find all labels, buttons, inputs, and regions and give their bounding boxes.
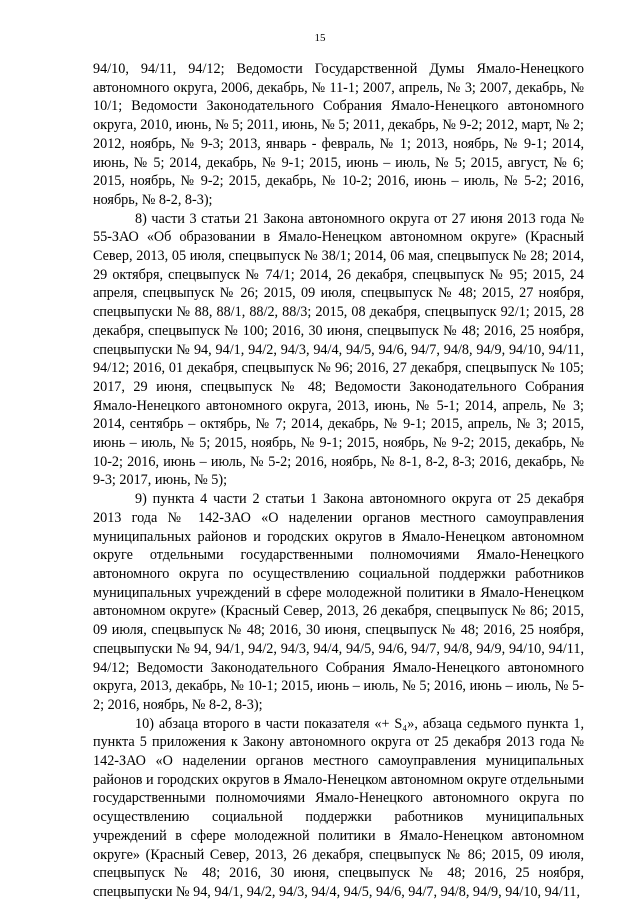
paragraph-continuation: 94/10, 94/11, 94/12; Ведомости Государственной Думы Ямало-Ненецкого автономного округа, 2006, декабрь, № 11-1; 2007, апрель, № 3; 2007, декабрь, № 10/1; Ведомости Законодательного Собрания Ямало-Ненецкого автономного округа, 2010, июнь, № 5; 2011, июнь, № 5; 2011, декабрь, № 9-2; 2012, март, № 2; 2012, ноябрь, № 9-3; 2013, январь - февраль, № 1; 2013, ноябрь, № 9-1; 2014, июнь, № 5; 2014, декабрь, № 9-1; 2015, июнь – июль, № 5; 2015, август, № 6; 2015, ноябрь, № 9-2; 2015, декабрь, № 10-2; 2016, июнь – июль, № 5-2; 2016, ноябрь, № 8-2, 8-3); [93, 61, 584, 208]
paragraph-item-8: 8) части 3 статьи 21 Закона автономного округа от 27 июня 2013 года № 55-ЗАО «Об образовании в Ямало-Ненецком автономном округе» (Красный Север, 2013, 05 июля, спецвыпуск № 38/1; 2014, 06 мая, спецвыпуск № 28; 2014, 29 октября, спецвыпуск № 74/1; 2014, 26 декабря, спецвыпуск № 95; 2015, 24 апреля, спецвыпуск № 26; 2015, 09 июля, спецвыпуск № 48; 2015, 27 ноября, спецвыпуски № 88, 88/1, 88/2, 88/3; 2015, 08 декабря, спецвыпуск 92/1; 2015, 28 декабря, спецвыпуск № 100; 2016, 30 июня, спецвыпуск № 48; 2016, 25 ноября, спецвыпуски № 94, 94/1, 94/2, 94/3, 94/4, 94/5, 94/6, 94/7, 94/8, 94/9, 94/10, 94/11, 94/12; 2016, 01 декабря, спецвыпуск № 96; 2016, 27 декабря, спецвыпуск № 105; 2017, 29 июня, спецвыпуск № 48; Ведомости Законодательного Собрания Ямало-Ненецкого автономного округа, 2013, июнь, № 5-1; 2014, апрель, № 3; 2014, сентябрь – октябрь, № 7; 2014, декабрь, № 9-1; 2015, апрель, № 3; 2015, июнь – июль, № 5; 2015, ноябрь, № 9-1; 2015, ноябрь, № 9-2; 2015, декабрь, № 10-2; 2016, июнь – июль, № 5-2; 2016, ноябрь, № 8-1, 8-2, 8-3; 2016, декабрь, № 9-3; 2017, июнь, № 5); [93, 210, 584, 489]
document-body [93, 60, 584, 902]
paragraph-item-10: 10) абзаца второго в части показателя «+ S₄», абзаца седьмого пункта 1, пункта 5 приложения к Закону автономного округа от 25 декабря 2013 года № 142-ЗАО «О наделении органов местного самоуправления муниципальных районов и городских округов в Ямало-Ненецком автономном округе отдельными государственными полномочиями Ямало-Ненецкого автономного округа по осуществлению социальной поддержки работников муниципальных учреждений в сфере молодежной политики в Ямало-Ненецком автономном округе» (Красный Север, 2013, 26 декабря, спецвыпуск № 86; 2015, 09 июля, спецвыпуск № 48; 2016, 30 июня, спецвыпуск № 48; 2016, 25 ноября, спецвыпуски № 94, 94/1, 94/2, 94/3, 94/4, 94/5, 94/6, 94/7, 94/8, 94/9, 94/10, 94/11, [93, 715, 584, 900]
paragraph-item-9: 9) пункта 4 части 2 статьи 1 Закона автономного округа от 25 декабря 2013 года № 142-ЗАО «О наделении органов местного самоуправления муниципальных районов и городских округов в Ямало-Ненецком автономном округе отдельными государственными полномочиями Ямало-Ненецкого автономного округа по осуществлению социальной поддержки работников муниципальных учреждений в сфере молодежной политики в Ямало-Ненецком автономном округе» (Красный Север, 2013, 26 декабря, спецвыпуск № 86; 2015, 09 июля, спецвыпуск № 48; 2016, 30 июня, спецвыпуск № 48; 2016, 25 ноября, спецвыпуски № 94, 94/1, 94/2, 94/3, 94/4, 94/5, 94/6, 94/7, 94/8, 94/9, 94/10, 94/11, 94/12; Ведомости Законодательного Собрания Ямало-Ненецкого автономного округа, 2013, декабрь, № 10-1; 2015, июнь – июль, № 5; 2016, июнь – июль, № 5-2; 2016, ноябрь, № 8-2, 8-3); [93, 491, 584, 713]
page-number: 15 [314, 32, 326, 44]
